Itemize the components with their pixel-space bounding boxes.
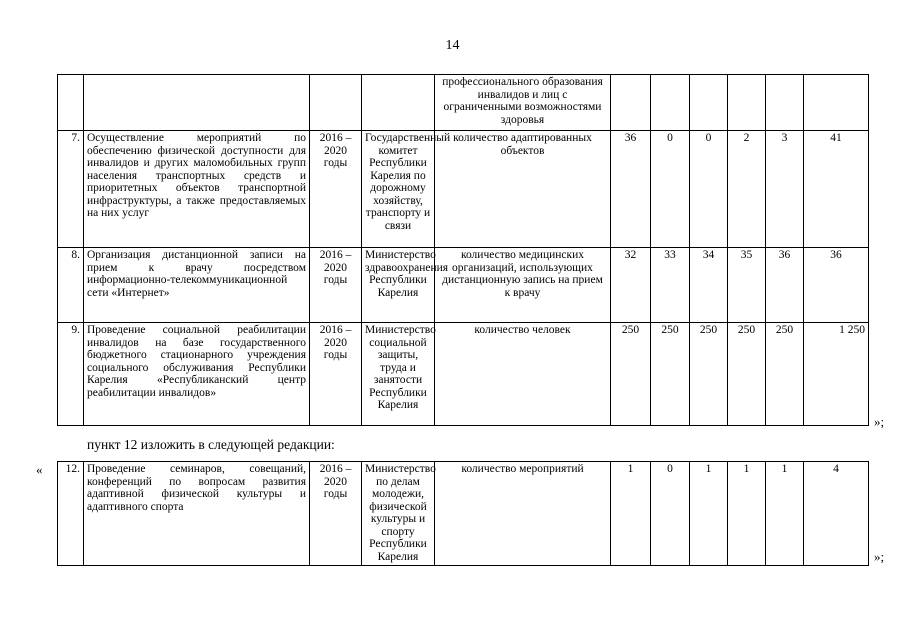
value-cell: 3 [766, 131, 804, 248]
closing-quote-mark: »; [874, 549, 885, 564]
value-cell: 1 [690, 462, 728, 566]
value-cell: 35 [728, 248, 766, 323]
executor-cell: Государственный комитет Республики Карелия по дорожному хозяйству, транспорту и связи [362, 131, 435, 248]
closing-quote-mark: »; [874, 414, 885, 429]
table-row [58, 462, 869, 566]
measure-cell: Проведение семинаров, совещаний, конференций по вопросам развития адаптивной физической культуры и адаптивного спорта [84, 462, 310, 566]
value-cell: 250 [651, 323, 690, 426]
value-cell: 36 [804, 248, 869, 323]
measure-cell: Организация дистанционной записи на прием к врачу посредством информационно-телекоммуникационной сети «Интернет» [84, 248, 310, 323]
value-cell: 250 [690, 323, 728, 426]
row-number: 7. [58, 131, 84, 248]
value-cell: 1 [611, 462, 651, 566]
indicator-cell: количество медицинских организаций, использующих дистанционную запись на прием к врачу [435, 248, 611, 323]
value-cell: 250 [728, 323, 766, 426]
amendment-paragraph: пункт 12 изложить в следующей редакции: [87, 437, 335, 452]
row-number: 9. [58, 323, 84, 426]
value-cell: 32 [611, 248, 651, 323]
table-row [58, 323, 869, 426]
row-number: 12. [58, 462, 84, 566]
page-number: 14 [445, 38, 460, 53]
value-cell: 1 [728, 462, 766, 566]
indicator-cell: количество человек [435, 323, 611, 426]
value-cell: 34 [690, 248, 728, 323]
period-cell: 2016 – 2020 годы [310, 131, 362, 248]
value-cell: 33 [651, 248, 690, 323]
value-cell: 0 [651, 462, 690, 566]
value-cell: 250 [611, 323, 651, 426]
executor-cell: Министерство здравоохранения Республики Карелия [362, 248, 435, 323]
value-cell: 4 [804, 462, 869, 566]
value-cell: 36 [611, 131, 651, 248]
measure-cell: Осуществление мероприятий по обеспечению физической доступности для инвалидов и других маломобильных групп населения транспортных средств и приоритетных объектов транспортной инфраструктуры, а также предоставляемых на них услуг [84, 131, 310, 248]
table-row [58, 248, 869, 323]
executor-cell: Министерство социальной защиты, труда и занятости Республики Карелия [362, 323, 435, 426]
table-row [58, 131, 869, 248]
value-cell: 2 [728, 131, 766, 248]
table-row-continuation [58, 75, 869, 131]
period-cell: 2016 – 2020 годы [310, 323, 362, 426]
opening-quote-mark: « [36, 462, 43, 477]
value-cell: 36 [766, 248, 804, 323]
measure-cell: Проведение социальной реабилитации инвалидов на базе государственного бюджетного стационарного учреждения социального обслуживания Республики Карелия «Республиканский центр реабилитации инвалидов» [84, 323, 310, 426]
period-cell: 2016 – 2020 годы [310, 248, 362, 323]
row-number: 8. [58, 248, 84, 323]
value-cell: 0 [651, 131, 690, 248]
value-cell: 1 [766, 462, 804, 566]
indicator-cell: количество адаптированных объектов [435, 131, 611, 248]
period-cell: 2016 – 2020 годы [310, 462, 362, 566]
value-cell: 0 [690, 131, 728, 248]
indicator-cell: количество мероприятий [435, 462, 611, 566]
measures-table [57, 74, 869, 426]
value-cell: 41 [804, 131, 869, 248]
value-cell: 250 [766, 323, 804, 426]
measure-12-table [57, 461, 869, 566]
indicator-cell: профессионального образования инвалидов и лиц с ограниченными возможностями здоровья [435, 75, 611, 131]
executor-cell: Министерство по делам молодежи, физической культуры и спорту Республики Карелия [362, 462, 435, 566]
value-cell: 1 250 [804, 323, 869, 426]
